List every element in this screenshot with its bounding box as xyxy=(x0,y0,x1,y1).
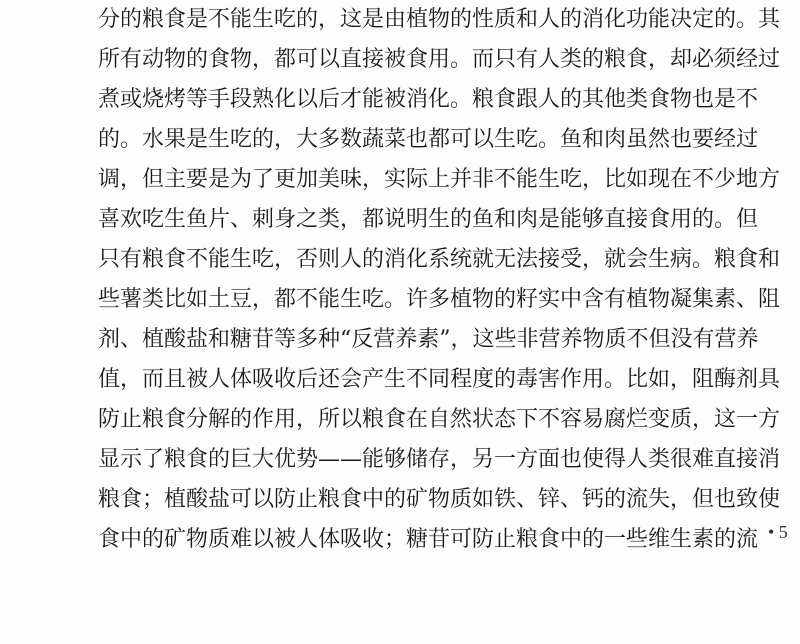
text-line: 显示了粮食的巨大优势——能够储存，另一方面也使得人类很难直接消 xyxy=(98,447,781,472)
text-line: 煮或烧烤等手段熟化以后才能被消化。粮食跟人的其他类食物也是不 xyxy=(98,87,759,112)
text-line: 防止粮食分解的作用，所以粮食在自然状态下不容易腐烂变质，这一方 xyxy=(98,407,781,432)
text-line: 粮食；植酸盐可以防止粮食中的矿物质如铁、锌、钙的流失，但也致使 xyxy=(98,487,781,512)
body-text xyxy=(98,0,800,560)
text-line: 调，但主要是为了更加美味，实际上并非不能生吃，比如现在不少地方 xyxy=(98,167,781,192)
text-line: 食中的矿物质难以被人体吸收；糖苷可防止粮食中的一些维生素的流 xyxy=(98,527,759,552)
text-line: 的。水果是生吃的，大多数蔬菜也都可以生吃。鱼和肉虽然也要经过 xyxy=(98,127,759,152)
text-line: 值，而且被人体吸收后还会产生不同程度的毒害作用。比如，阻酶剂具 xyxy=(98,367,781,392)
text-line: 所有动物的食物，都可以直接被食用。而只有人类的粮食，却必须经过 xyxy=(98,47,781,72)
text-line: 剂、植酸盐和糖苷等多种“反营养素”，这些非营养物质不但没有营养 xyxy=(98,327,759,352)
text-line: 分的粮食是不能生吃的，这是由植物的性质和人的消化功能决定的。其 xyxy=(98,7,781,32)
text-line: 些薯类比如土豆，都不能生吃。许多植物的籽实中含有植物凝集素、阻 xyxy=(98,287,781,312)
text-line: 只有粮食不能生吃，否则人的消化系统就无法接受，就会生病。粮食和 xyxy=(98,247,781,272)
text-line: 喜欢吃生鱼片、刺身之类，都说明生的鱼和肉是能够直接食用的。但 xyxy=(98,207,759,232)
page-number: • 5 xyxy=(768,522,788,542)
